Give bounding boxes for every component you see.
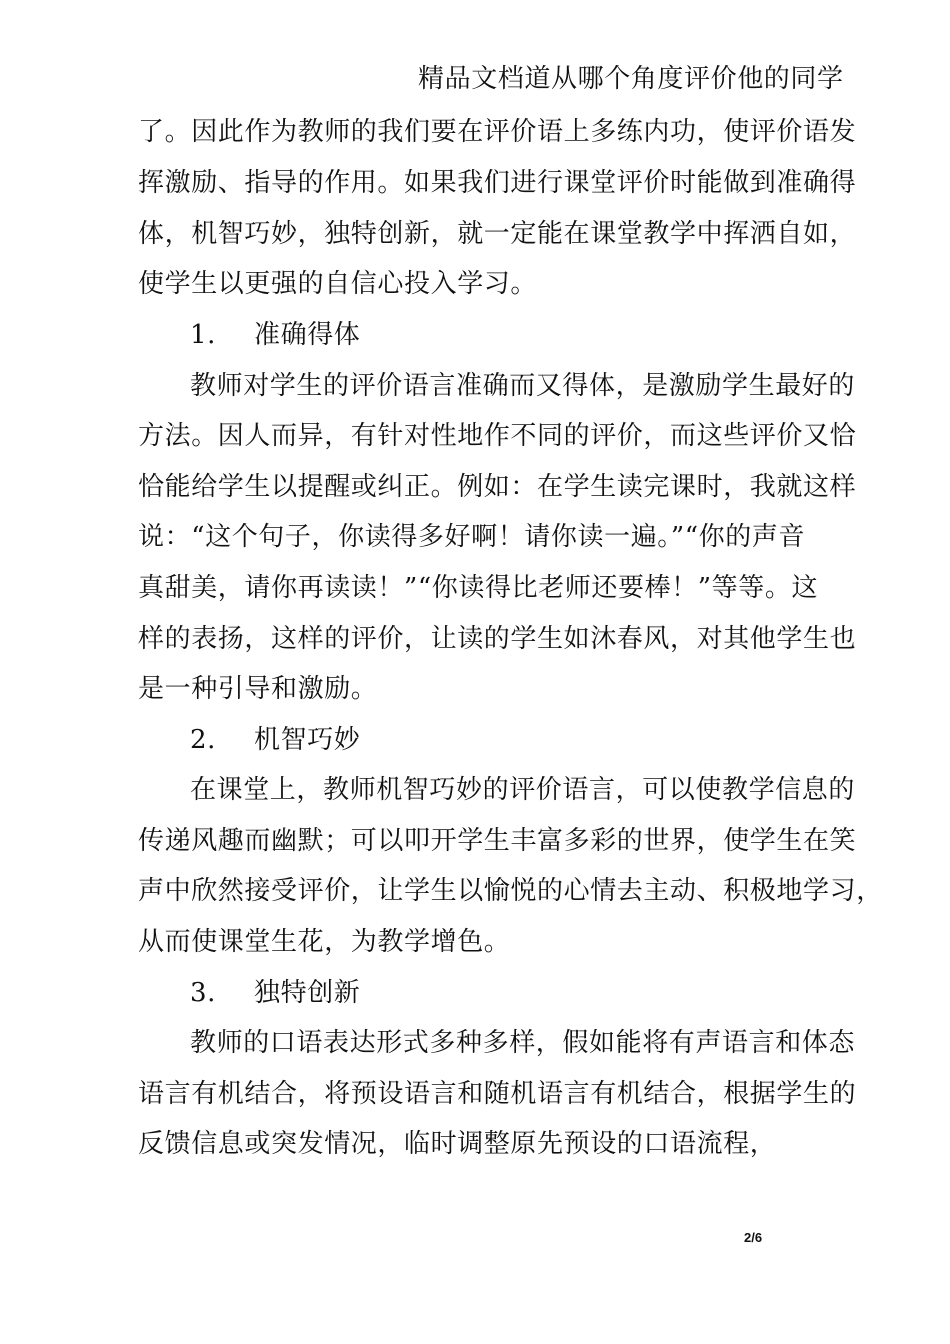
section-heading — [190, 318, 838, 352]
paragraph-line: 使学生以更强的自信心投入学习。 — [138, 269, 538, 299]
paragraph-line: 反馈信息或突发情况，临时调整原先预设的口语流程， — [138, 1129, 777, 1159]
paragraph-line: 了。因此作为教师的我们要在评价语上多练内功，使评价语发 — [138, 117, 857, 147]
section-number: 2. — [190, 725, 217, 755]
paragraph-line: 真甜美，请你再读读！”“你读得比老师还要棒！”等等。这 — [138, 573, 819, 603]
paragraph-line: 在课堂上，教师机智巧妙的评价语言，可以使教学信息的 — [190, 775, 856, 805]
section-number: 1. — [190, 320, 217, 350]
paragraph-line: 声中欣然接受评价，让学生以愉悦的心情去主动、积极地学习， — [138, 876, 883, 906]
paragraph-line: 说：“这个句子，你读得多好啊！请你读一遍。”“你的声音 — [138, 522, 806, 552]
page-number: 2/6 — [744, 1230, 763, 1245]
section-number: 3. — [190, 978, 217, 1008]
paragraph-line: 是一种引导和激励。 — [138, 674, 378, 704]
paragraph-line: 语言有机结合，将预设语言和随机语言有机结合，根据学生的 — [138, 1079, 857, 1109]
paragraph-line: 挥激励、指导的作用。如果我们进行课堂评价时能做到准确得 — [138, 168, 857, 198]
paragraph-line: 教师的口语表达形式多种多样，假如能将有声语言和体态 — [190, 1028, 856, 1058]
section-heading — [190, 976, 838, 1010]
paragraph-line: 方法。因人而异，有针对性地作不同的评价，而这些评价又恰 — [138, 421, 857, 451]
section-title: 机智巧妙 — [254, 725, 361, 755]
section-title: 独特创新 — [254, 978, 361, 1008]
paragraph-line: 体，机智巧妙，独特创新，就一定能在课堂教学中挥洒自如， — [138, 219, 857, 249]
header-text: 精品文档道从哪个角度评价他的同学 — [418, 64, 844, 94]
paragraph-line: 恰能给学生以提醒或纠正。例如：在学生读完课时，我就这样 — [138, 472, 857, 502]
paragraph-line: 教师对学生的评价语言准确而又得体，是激励学生最好的 — [190, 371, 856, 401]
paragraph-line: 传递风趣而幽默；可以叩开学生丰富多彩的世界，使学生在笑 — [138, 826, 857, 856]
paragraph-line: 样的表扬，这样的评价，让读的学生如沐春风，对其他学生也 — [138, 624, 857, 654]
section-heading — [190, 723, 838, 757]
section-title: 准确得体 — [254, 320, 361, 350]
paragraph-line: 从而使课堂生花，为教学增色。 — [138, 927, 511, 957]
